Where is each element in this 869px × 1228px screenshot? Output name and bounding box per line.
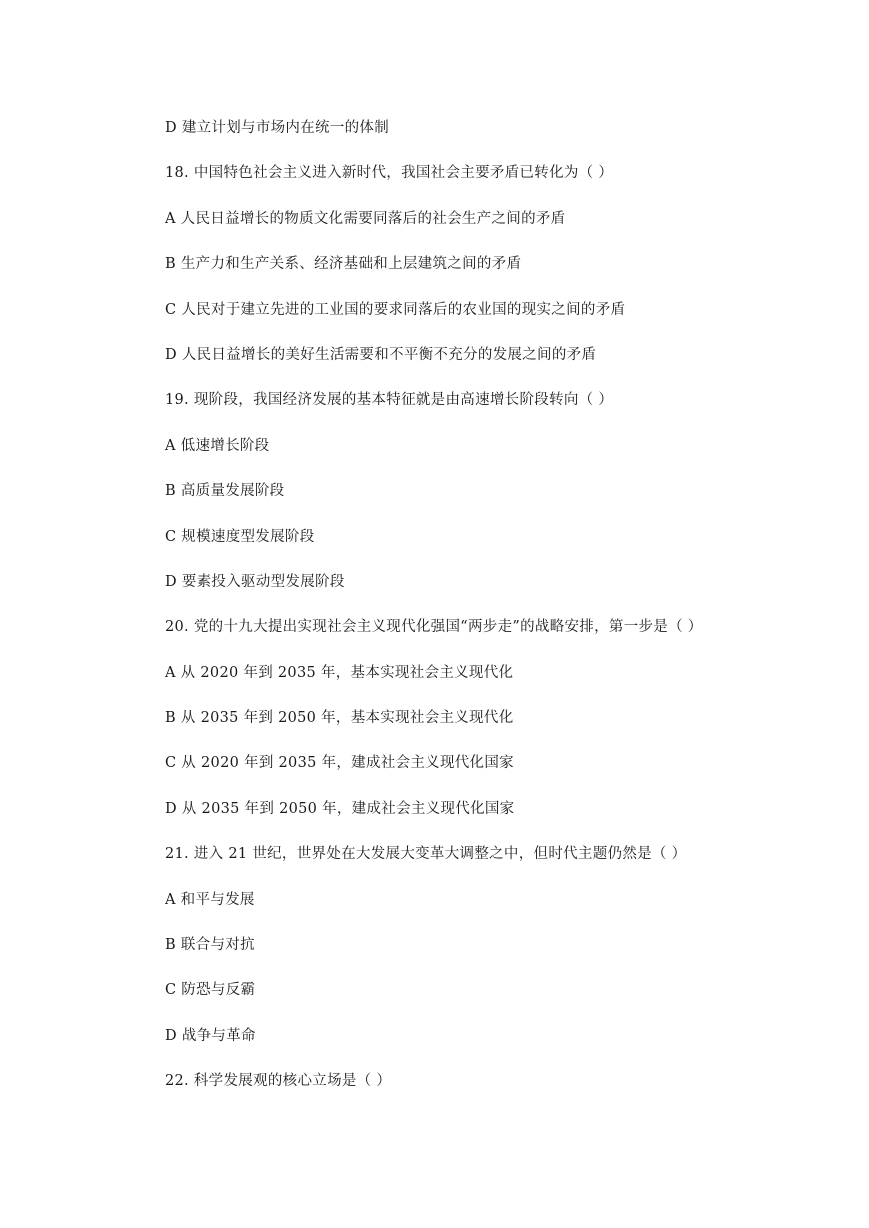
option-b-q18: B 生产力和生产关系、经济基础和上层建筑之间的矛盾	[165, 256, 522, 273]
option-c-q19: C 规模速度型发展阶段	[165, 528, 315, 545]
option-c-q21: C 防恐与反霸	[165, 982, 256, 999]
option-a-q19: A 低速增长阶段	[165, 437, 270, 454]
option-d-q17: D 建立计划与市场内在统一的体制	[165, 120, 390, 136]
option-a-q18: A 人民日益增长的物质文化需要同落后的社会生产之间的矛盾	[165, 210, 566, 227]
option-a-q20: A 从 2020 年到 2035 年，基本实现社会主义现代化	[165, 664, 514, 681]
question-22: 22. 科学发展观的核心立场是（ ）	[165, 1073, 392, 1090]
option-d-q18: D 人民日益增长的美好生活需要和不平衡不充分的发展之间的矛盾	[165, 346, 597, 363]
option-d-q19: D 要素投入驱动型发展阶段	[165, 573, 345, 590]
option-d-q20: D 从 2035 年到 2050 年，建成社会主义现代化国家	[165, 800, 515, 817]
option-d-q21: D 战争与革命	[165, 1027, 256, 1044]
option-a-q21: A 和平与发展	[165, 891, 255, 908]
option-b-q19: B 高质量发展阶段	[165, 483, 285, 500]
option-b-q20: B 从 2035 年到 2050 年，基本实现社会主义现代化	[165, 710, 514, 727]
question-18: 18. 中国特色社会主义进入新时代，我国社会主要矛盾已转化为（ ）	[165, 165, 614, 182]
question-21: 21. 进入 21 世纪，世界处在大发展大变革大调整之中，但时代主题仍然是（ ）	[165, 846, 687, 863]
question-list	[165, 115, 845, 1114]
option-c-q18: C 人民对于建立先进的工业国的要求同落后的农业国的现实之间的矛盾	[165, 301, 626, 318]
question-19: 19. 现阶段，我国经济发展的基本特征就是由高速增长阶段转向（ ）	[165, 392, 614, 409]
option-b-q21: B 联合与对抗	[165, 937, 255, 954]
option-c-q20: C 从 2020 年到 2035 年，建成社会主义现代化国家	[165, 755, 514, 772]
question-20: 20. 党的十九大提出实现社会主义现代化强国“两步走”的战略安排，第一步是（ ）	[165, 619, 703, 636]
